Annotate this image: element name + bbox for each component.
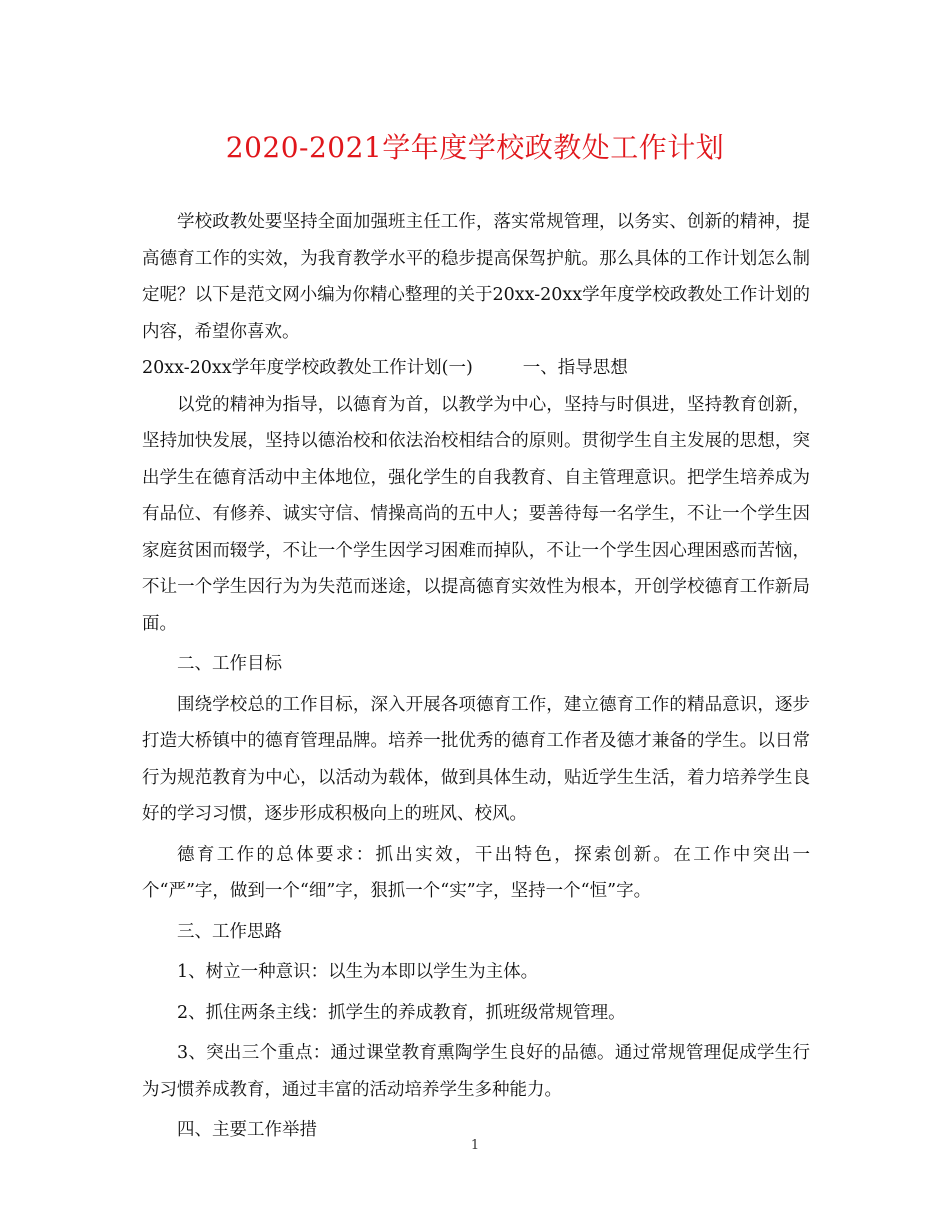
document-title: 2020-2021学年度学校政教处工作计划 [225,131,725,164]
section1-heading: 一、指导思想 [522,358,628,378]
plan-subtitle: 20xx-20xx学年度学校政教处工作计划(一) [142,358,473,378]
section1-paragraph: 以党的精神为指导，以德育为首，以教学为中心，坚持与时俱进，坚持教育创新，坚持加快发展，坚持以德治校和依法治校相结合的原则。贯彻学生自主发展的思想，突出学生在德育活动中主体地位，强化学生的自我教育、自主管理意识。把学生培养成为有品位、有修养、诚实守信、情操高尚的五中人；要善待每一名学生，不让一个学生因家庭贫困而辍学，不让一个学生因学习困难而掉队，不让一个学生因心理困惑而苦恼，不让一个学生因行为为失范而迷途，以提高德育实效性为根本，开创学校德育工作新局面。 [142,394,810,634]
intro-paragraph: 学校政教处要坚持全面加强班主任工作，落实常规管理，以务实、创新的精神，提高德育工作的实效，为我育教学水平的稳步提高保驾护航。那么具体的工作计划怎么制定呢？以下是范文网小编为你精心整理的关于20xx-20xx学年度学校政教处工作计划的内容，希望你喜欢。 [142,212,810,342]
page-number: 1 [470,1138,480,1153]
section2-heading: 二、工作目标 [177,654,282,674]
section2-requirements: 德育工作的总体要求：抓出实效，干出特色，探索创新。在工作中突出一个“严”字，做到一个“细”字，狠抓一个“实”字，坚持一个“恒”字。 [142,844,810,901]
plan-subtitle-line [142,350,810,387]
section3-item-2: 2、抓住两条主线：抓学生的养成教育，抓班级常规管理。 [177,1002,626,1023]
section3-heading: 三、工作思路 [177,921,282,942]
document-body [142,204,810,1149]
section3-item-1: 1、树立一种意识：以生为本即以学生为主体。 [177,962,539,982]
section4-heading: 四、主要工作举措 [177,1120,317,1140]
section3-item-3: 3、突出三个重点：通过课堂教育熏陶学生良好的品德。通过常规管理促成学生行为习惯养成教育，通过丰富的活动培养学生多种能力。 [142,1043,810,1100]
section2-paragraph: 围绕学校总的工作目标，深入开展各项德育工作，建立德育工作的精品意识，逐步打造大桥镇中的德育管理品牌。培养一批优秀的德育工作者及德才兼备的学生。以日常行为规范教育为中心，以活动为载体，做到具体生动，贴近学生生活，着力培养学生良好的学习习惯，逐步形成积极向上的班风、校风。 [142,694,810,824]
